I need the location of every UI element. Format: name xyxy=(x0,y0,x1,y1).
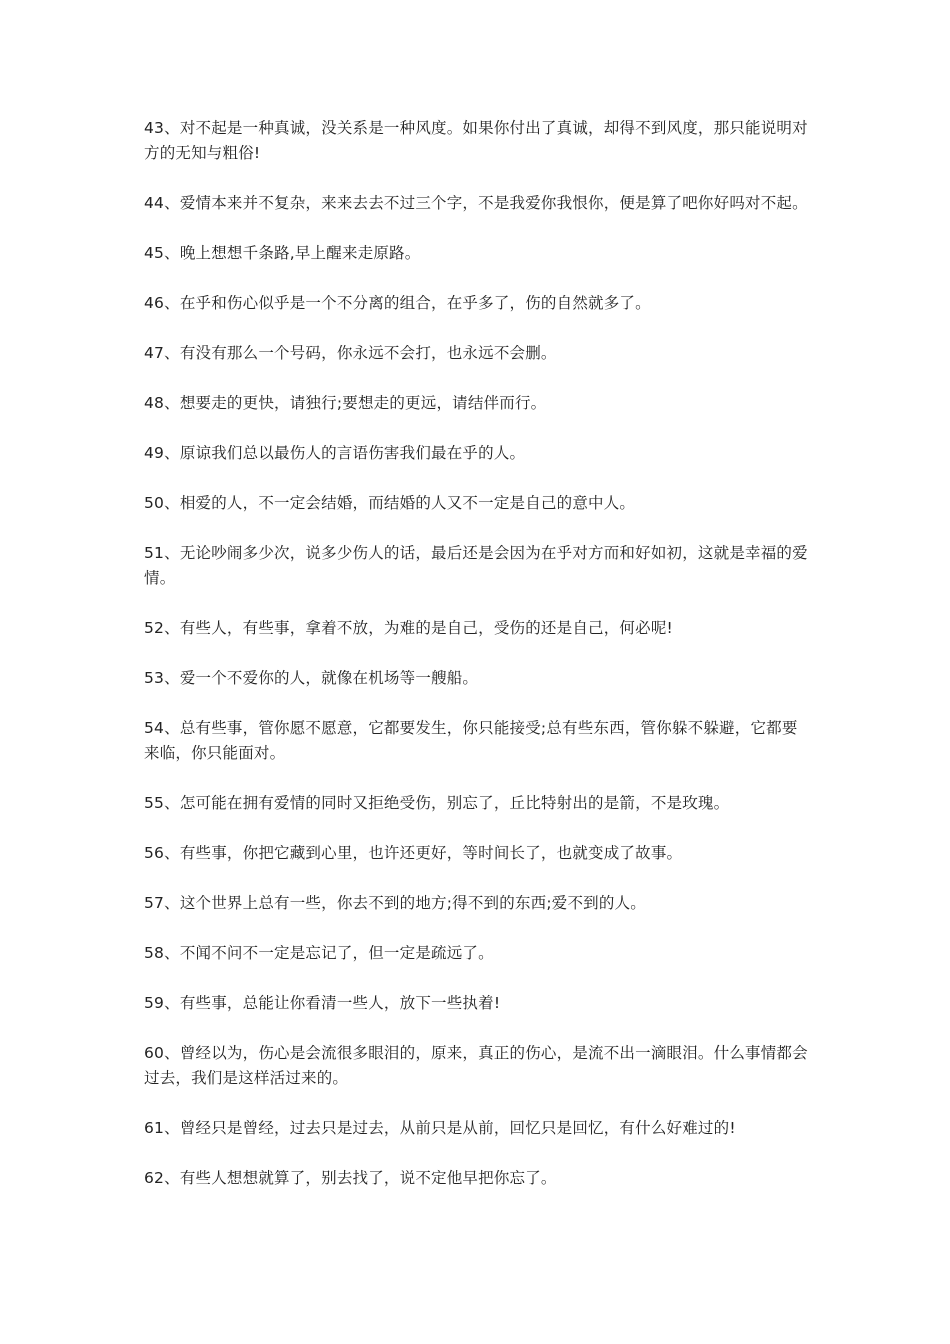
quote-item-60: 60、曾经以为，伤心是会流很多眼泪的，原来，真正的伤心，是流不出一滴眼泪。什么事情都会过去，我们是这样活过来的。 xyxy=(144,1044,808,1087)
quote-item-48: 48、想要走的更快，请独行;要想走的更远，请结伴而行。 xyxy=(144,394,547,412)
quote-item-44: 44、爱情本来并不复杂，来来去去不过三个字，不是我爱你我恨你，便是算了吧你好吗对不起。 xyxy=(144,194,808,212)
quote-item-59: 59、有些事，总能让你看清一些人，放下一些执着! xyxy=(144,994,501,1012)
quote-item-54: 54、总有些事，管你愿不愿意，它都要发生，你只能接受;总有些东西，管你躲不躲避，它都要来临，你只能面对。 xyxy=(144,719,798,762)
quote-item-51: 51、无论吵闹多少次，说多少伤人的话，最后还是会因为在乎对方而和好如初，这就是幸福的爱情。 xyxy=(144,544,808,587)
quote-item-52: 52、有些人，有些事，拿着不放，为难的是自己，受伤的还是自己，何必呢! xyxy=(144,619,673,637)
quote-list xyxy=(144,116,808,1216)
quote-item-45: 45、晚上想想千条路,早上醒来走原路。 xyxy=(144,244,421,262)
quote-item-47: 47、有没有那么一个号码，你永远不会打，也永远不会删。 xyxy=(144,344,557,362)
quote-item-61: 61、曾经只是曾经，过去只是过去，从前只是从前，回忆只是回忆，有什么好难过的! xyxy=(144,1119,736,1137)
quote-item-43: 43、对不起是一种真诚，没关系是一种风度。如果你付出了真诚，却得不到风度，那只能说明对方的无知与粗俗! xyxy=(144,119,808,162)
quote-item-62: 62、有些人想想就算了，别去找了，说不定他早把你忘了。 xyxy=(144,1169,557,1187)
quote-item-57: 57、这个世界上总有一些，你去不到的地方;得不到的东西;爱不到的人。 xyxy=(144,894,646,912)
quote-item-46: 46、在乎和伤心似乎是一个不分离的组合，在乎多了，伤的自然就多了。 xyxy=(144,294,651,312)
quote-item-58: 58、不闻不问不一定是忘记了，但一定是疏远了。 xyxy=(144,944,494,962)
quote-item-49: 49、原谅我们总以最伤人的言语伤害我们最在乎的人。 xyxy=(144,444,526,462)
quote-item-55: 55、怎可能在拥有爱情的同时又拒绝受伤，别忘了，丘比特射出的是箭，不是玫瑰。 xyxy=(144,794,730,812)
quote-item-56: 56、有些事，你把它藏到心里，也许还更好，等时间长了，也就变成了故事。 xyxy=(144,844,683,862)
quote-item-50: 50、相爱的人，不一定会结婚，而结婚的人又不一定是自己的意中人。 xyxy=(144,494,636,512)
quote-item-53: 53、爱一个不爱你的人，就像在机场等一艘船。 xyxy=(144,669,479,687)
